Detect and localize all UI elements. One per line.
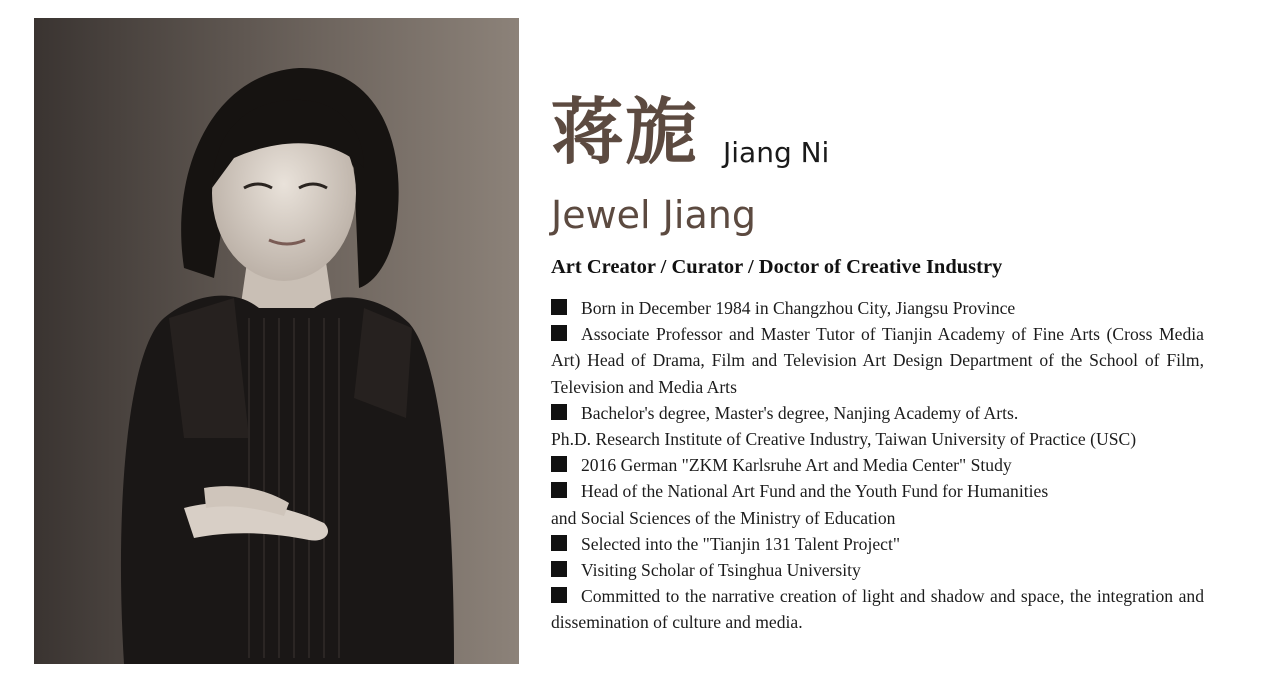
square-bullet-icon [551, 325, 567, 341]
bio-item: Committed to the narrative creation of light and shadow and space, the integration and dissemination of culture and media. [551, 586, 1204, 633]
english-name: Jewel Jiang [551, 193, 756, 237]
portrait-illustration [34, 18, 519, 664]
square-bullet-icon [551, 587, 567, 603]
square-bullet-icon [551, 404, 567, 420]
portrait-photo [34, 18, 519, 664]
square-bullet-icon [551, 535, 567, 551]
bio-item-continuation: Ph.D. Research Institute of Creative Industry, Taiwan University of Practice (USC) [551, 429, 1137, 450]
bio-item: Associate Professor and Master Tutor of Tianjin Academy of Fine Arts (Cross Media Art) Head of Drama, Film and Television Art Design Department of the School of Film, Television and Media Arts [551, 324, 1204, 397]
pinyin-name: Jiang Ni [723, 136, 830, 169]
square-bullet-icon [551, 561, 567, 577]
bio-item: Bachelor's degree, Master's degree, Nanjing Academy of Arts. [551, 400, 1204, 426]
bio-item: Born in December 1984 in Changzhou City, Jiangsu Province [551, 295, 1204, 321]
square-bullet-icon [551, 299, 567, 315]
square-bullet-icon [551, 482, 567, 498]
bio-item: 2016 German "ZKM Karlsruhe Art and Media Center" Study [551, 452, 1204, 478]
bio-item: Visiting Scholar of Tsinghua University [551, 557, 1204, 583]
chinese-name: 蒋旎 [551, 90, 700, 174]
square-bullet-icon [551, 456, 567, 472]
bio-item: Head of the National Art Fund and the Youth Fund for Humanities [551, 478, 1204, 504]
profile-panel [551, 0, 1205, 697]
profile-title: Art Creator / Curator / Doctor of Creative Industry [551, 256, 1003, 278]
bio-list [551, 295, 1204, 636]
bio-item: Selected into the "Tianjin 131 Talent Project" [551, 531, 1204, 557]
bio-item-continuation: and Social Sciences of the Ministry of Education [551, 507, 896, 528]
